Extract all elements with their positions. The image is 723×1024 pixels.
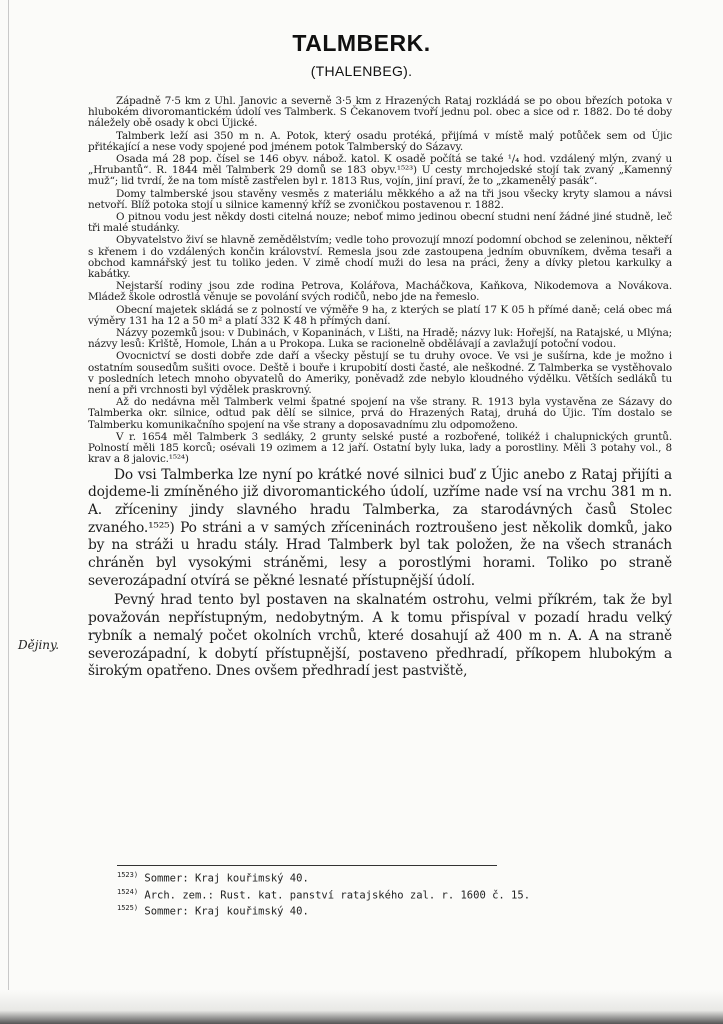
paragraph: Ovocnictví se dosti dobře zde daří a všecky pěstují se tu druhy ovoce. Ve vsi je sušírna, kde je možno i ostatním sousedům sušiti ovoce. Deště i bouře i krupobití dosti časté, ale neškodné. Z Talmberka se vystěhovalo v posledních letech mnoho obyvatelů do Ameriky, poněvadž zde nebylo kloudného výdělku. Větších sedláků tu není a při vrchnosti byl výdělek praskrovný. [88, 350, 672, 397]
page-bottom-shadow [0, 990, 723, 1024]
paragraph: Talmberk leží asi 350 m n. A. Potok, který osadu protéká, přijímá v místě malý potůček sem od Újic přitékající a nese vody spojené pod jménem potok Talmberský do Sázavy. [88, 129, 672, 153]
page-title: TALMBERK. [292, 30, 431, 56]
footnotes [117, 865, 531, 919]
paragraph: Až do nedávna měl Talmberk velmi špatné spojení na vše strany. R. 1913 byla vystavěna ze Sázavy do Talmberka okr. silnice, odtud pak dělí se silnice, prvá do Hrazených Rataj, druhá do Újic. Tím dostalo se Talmberku komunikačního spojení na vše strany a doposavadnímu zlu odpomoženo. [88, 396, 672, 431]
footnote-number: 1525) [117, 904, 139, 912]
footnote-text: Sommer: Kraj kouřimský 40. [138, 905, 309, 918]
footnote [117, 902, 497, 919]
footnote [117, 886, 531, 903]
page-edge-shadow [8, 0, 9, 1024]
page-subtitle: (THALENBEG). [310, 63, 413, 79]
footnote-number: 1524) [117, 887, 139, 896]
footnote-text: Sommer: Kraj kouřimský 40. [138, 872, 309, 885]
paragraph: Osada má 28 pop. čísel se 146 obyv. nábož. katol. K osadě počítá se také ¹/₄ hod. vzdálený mlýn, zvaný u „Hrubantů“. R. 1844 měl Talmberk 29 domů se 183 obyv.¹⁵²³) U cesty mrchojedské stojí tak zvaný „Kamenný muž“; lid tvrdí, že na tom místě zastřelen byl r. 1813 Rus, vojín, jiní praví, že to „zkamenělý pasák“. [88, 153, 672, 188]
paragraph: Názvy pozemků jsou: v Dubinách, v Kopaninách, v Lišti, na Hradě; názvy luk: Hořejší, na Ratajské, u Mlýna; názvy lesů: Krlště, Homole, Lhán a u Prokopa. Luka se racionelně obdělávají a zavlažují potoční vodou. [88, 327, 672, 351]
paragraph: Nejstarší rodiny jsou zde rodina Petrova, Kolářova, Macháčkova, Kaňkova, Nikodemova a Novákova. Mládež škole odrostlá věnuje se povolání svých rodičů, nebo jde na řemeslo. [88, 280, 672, 304]
paragraph: V r. 1654 měl Talmberk 3 sedláky, 2 grunty selské pusté a rozbořené, tolikéž i chalupnických gruntů. Polností měli 185 korců; osévali 19 ozimem a 12 jaří. Ostatní byly luka, lady a porostliny. Měli 3 potahy vol., 8 krav a 8 jalovic.¹⁵²⁴) [88, 430, 672, 466]
paragraph: Domy talmberské jsou stavěny vesměs z materiálu měkkého a až na tři jsou všecky kryty slamou a návsi netvoří. Blíž potoka stojí u silnice kamenný kříž se zvoničkou postavenou r. 1882. [88, 187, 672, 211]
paragraph: Západně 7·5 km z Uhl. Janovic a severně 3·5 km z Hrazených Rataj rozkládá se po obou březích potoka v hlubokém divoromantickém údolí ves Talmberk. S Čekanovem tvoří jednu pol. obec a sice od r. 1882. Do té doby náležely obě osady k obci Újické. [88, 95, 672, 130]
paragraph: O pitnou vodu jest někdy dosti citelná nouze; neboť mimo jedinou obecní studni není žádné jiné studně, leč tři malé studánky. [88, 211, 672, 235]
paragraph-history: Do vsi Talmberka lze nyní po krátké nové silnici buď z Újic anebo z Rataj přijíti a dojdeme-li zmíněného již divoromantického údolí, uzříme nade vsí na vrchu 381 m n. A. zříceniny jindy slavného hradu Talmberka, za starodávných časů Stolec zvaného.¹⁵²⁵) Po stráni a v samých zříceninách roztroušeno jest několik domků, jako by na stráži u hradu stály. Hrad Talmberk byl tak položen, že na všech stranách chráněn byl vysokými stráněmi, lesy a porostlými horami. Toliko po straně severozápadní otvírá se pěkné lesnaté přístupnější údolí. [88, 466, 672, 589]
footnote-text: Arch. zem.: Rust. kat. panství ratajského zal. r. 1600 č. 15. [138, 889, 531, 901]
paragraph: Obecní majetek skládá se z polností ve výměře 9 ha, z kterých se platí 17 K 05 h přímé daně; celá obec má výměry 131 ha 12 a 50 m² a platí 332 K 48 h přímých daní. [88, 303, 672, 327]
body-text [88, 96, 672, 683]
paragraph: Obyvatelstvo živí se hlavně zemědělstvím; vedle toho provozují mnozí podomní obchod se zeleninou, někteří s křenem i do vzdálených končin království. Remesla jsou zde zastoupena jedním obuvníkem, dvěma tesaři a obchod kamnářský jest tu toliko jeden. V zimě chodí muži do lesa na práci, ženy a dívky pletou karkulky a kabátky. [88, 234, 672, 281]
footnote-number: 1523) [117, 871, 139, 879]
margin-note: Dějiny. [18, 638, 60, 652]
paragraph-history: Pevný hrad tento byl postaven na skalnatém ostrohu, velmi příkrém, tak že byl považován nepřístupným, nedobytným. A k tomu přispíval v pozadí hradu velký rybník a nemalý počet okolních vrchů, které dosahují až 400 m n. A. A na straně severozápadní, k dobytí přístupnější, postaveno předhradí, příkopem hlubokým a širokým opatřeno. Dnes ovšem předhradí jest pastviště, [88, 592, 672, 680]
footnote [117, 869, 497, 886]
